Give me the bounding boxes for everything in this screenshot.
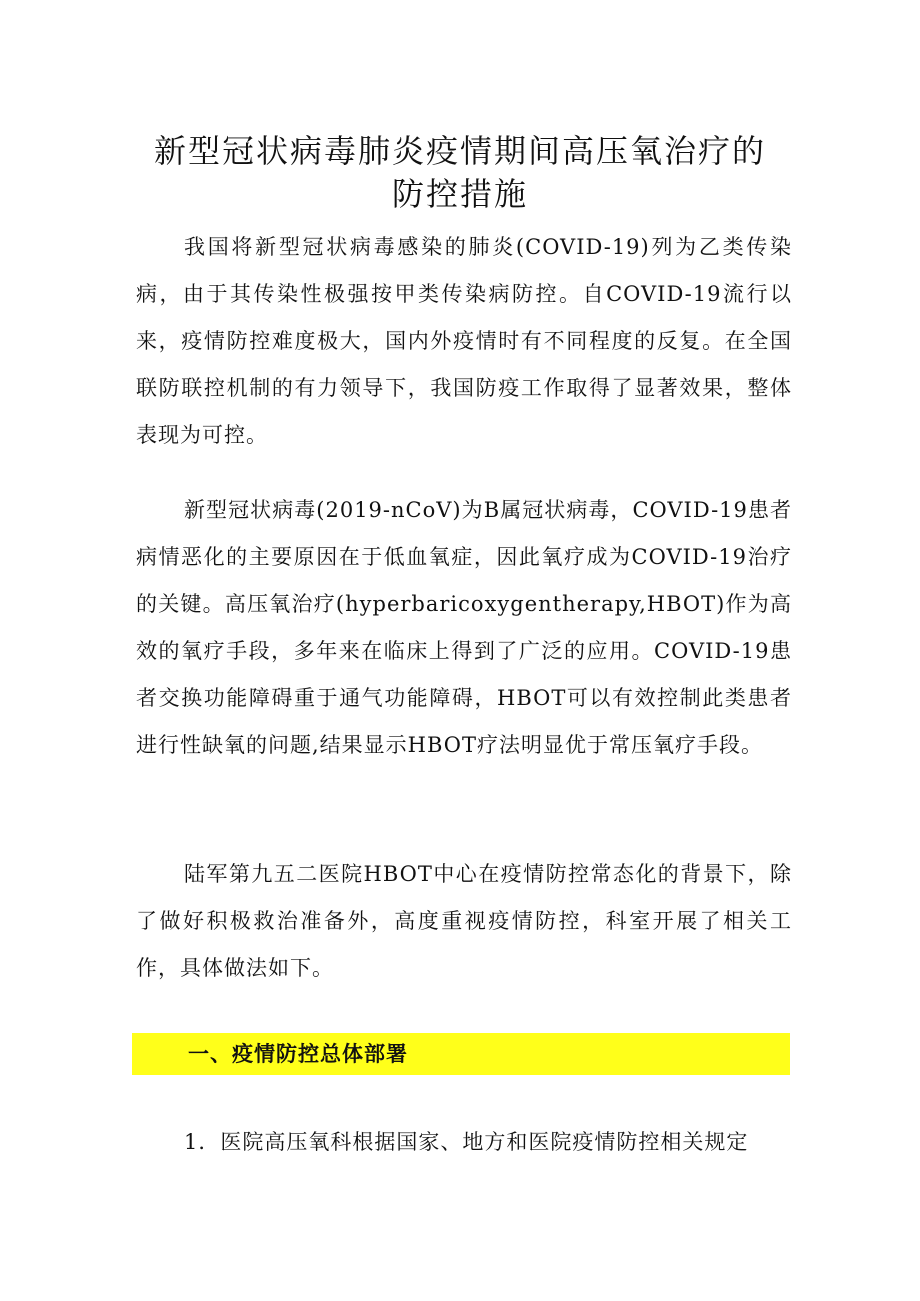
section-heading-highlight xyxy=(132,1033,790,1075)
section-heading: 一、疫情防控总体部署 xyxy=(188,1042,408,1066)
document-title-line-2: 防控措施 xyxy=(391,175,528,213)
section-paragraph-1: 1．医院高压氧科根据国家、地方和医院疫情防控相关规定 xyxy=(184,1130,749,1154)
paragraph-intro: 我国将新型冠状病毒感染的肺炎(COVID-19)列为乙类传染病，由于其传染性极强按甲类传染病防控。自COVID-19流行以来，疫情防控难度极大，国内外疫情时有不同程度的反复。在全国联防联控机制的有力领导下，我国防疫工作取得了显著效果，整体表现为可控。 xyxy=(136,235,792,447)
paragraph-hospital-center: 陆军第九五二医院HBOT中心在疫情防控常态化的背景下，除了做好积极救治准备外，高度重视疫情防控，科室开展了相关工作，具体做法如下。 xyxy=(136,862,792,980)
paragraph-virus-hbot: 新型冠状病毒(2019-nCoV)为B属冠状病毒，COVID-19患者病情恶化的主要原因在于低血氧症，因此氧疗成为COVID-19治疗的关键。高压氧治疗(hyperbaricoxygentherapy,HBOT)作为高效的氧疗手段，多年来在临床上得到了广泛的应用。COVID-19患者交换功能障碍重于通气功能障碍，HBOT可以有效控制此类患者进行性缺氧的问题,结果显示HBOT疗法明显优于常压氧疗手段。 xyxy=(136,498,792,757)
document-title-line-1: 新型冠状病毒肺炎疫情期间高压氧治疗的 xyxy=(153,132,766,170)
